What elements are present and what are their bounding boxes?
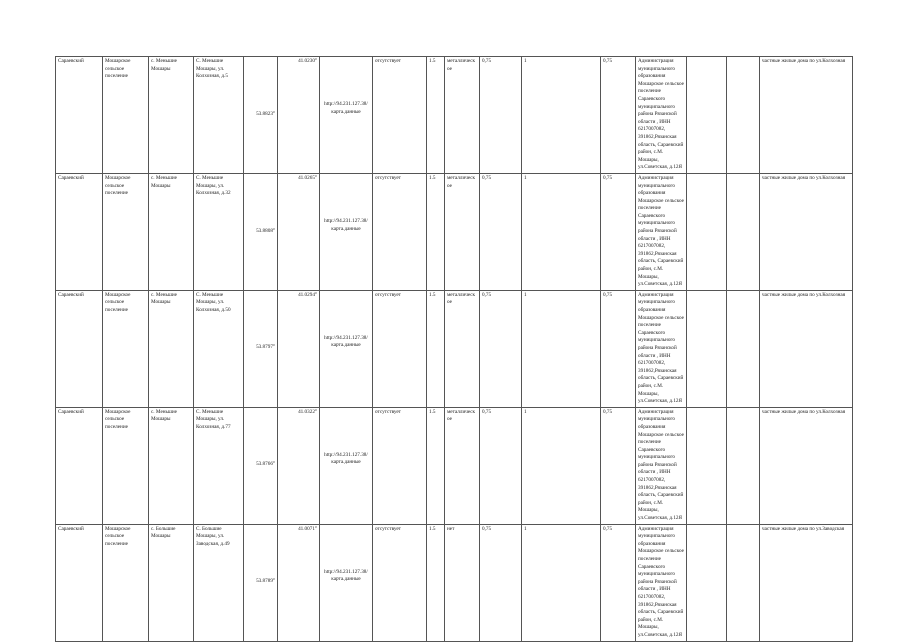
owner-cell-text: Администрация муниципального образования Мошарское сельское поселение Сараевского муниципального района Рязанской области , ИНН 6217007082, 391862,Рязанская область, Сараевский район, с.М. Мошары, ул.Советская, д.12Я (638, 291, 684, 405)
fence-cell-text: металлическое (447, 174, 476, 189)
capacity-cell-text: 0,75 (603, 58, 613, 64)
fence-cell (445, 173, 480, 290)
volume-cell (480, 407, 522, 524)
latitude-cell-text: 53.8797° (256, 344, 275, 351)
owner-cell (636, 524, 687, 641)
address-cell-text: С. Меньшие Мошары, ул. Колхозная, д.5 (196, 58, 228, 80)
capacity-cell-text: 0,75 (603, 291, 613, 298)
district-cell (56, 57, 103, 174)
empty-cell (727, 407, 760, 524)
waste-source-cell (760, 407, 853, 524)
waste-source-cell (760, 173, 853, 290)
waste-source-cell-text: частные жилые дома по ул.Заводская (762, 525, 845, 532)
empty-cell (727, 173, 760, 290)
fence-cell-text: металлическое (447, 291, 476, 306)
map-link-cell (320, 524, 373, 641)
coverage-cell-text: отсутствует (375, 408, 401, 415)
waste-source-cell (760, 524, 853, 641)
address-cell (194, 524, 244, 641)
district-cell-text: Сараевский (58, 58, 84, 64)
owner-cell (636, 57, 687, 174)
volume-cell-text: 0,75 (482, 174, 492, 181)
settlement-cell-text: Мошарское сельское поселение (105, 525, 131, 547)
locality-cell-text: с. Меньшие Мошары (151, 58, 177, 72)
volume-cell-text: 0,75 (482, 408, 492, 415)
settlement-cell-text: Мошарское сельское поселение (105, 408, 131, 430)
count-cell-text: 1 (524, 58, 527, 64)
coverage-cell-text: отсутствует (375, 291, 401, 298)
count-cell (522, 173, 601, 290)
fence-cell (445, 524, 480, 641)
map-link-cell (320, 57, 373, 174)
volume-cell (480, 173, 522, 290)
volume-cell (480, 57, 522, 174)
empty-cell (687, 57, 727, 174)
coverage-cell (373, 524, 427, 641)
map-link-cell (320, 173, 373, 290)
locality-cell-text: с. Меньшие Мошары (151, 291, 177, 306)
longitude-cell-text: 41.0230° (298, 58, 317, 64)
district-cell (56, 407, 103, 524)
registry-table (55, 56, 853, 642)
latitude-cell-text: 53.8808° (256, 227, 275, 234)
latitude-cell (244, 290, 278, 407)
capacity-cell (601, 290, 636, 407)
area-cell-text: 1.5 (429, 525, 436, 532)
map-link-cell (320, 407, 373, 524)
coverage-cell-text: отсутствует (375, 58, 401, 64)
area-cell-text: 1.5 (429, 58, 436, 64)
longitude-cell-text: 41.0322° (298, 408, 317, 415)
longitude-cell (278, 173, 320, 290)
capacity-cell (601, 57, 636, 174)
owner-cell (636, 173, 687, 290)
empty-cell (727, 57, 760, 174)
empty-cell (687, 524, 727, 641)
latitude-cell-text: 53.8823° (256, 110, 275, 117)
owner-cell-text: Администрация муниципального образования Мошарское сельское поселение Сараевского муниципального района Рязанской области , ИНН 6217007082, 391862,Рязанская область, Сараевский район, с.М. Мошары, ул.Советская, д.12Я (638, 174, 684, 288)
locality-cell (149, 57, 194, 174)
address-cell (194, 57, 244, 174)
address-cell (194, 407, 244, 524)
longitude-cell (278, 57, 320, 174)
table-row (56, 57, 853, 174)
map-link-cell-text: http://94.231.127.38/карта.данные (324, 217, 368, 232)
longitude-cell-text: 41.0265° (298, 174, 317, 181)
owner-cell-text: Администрация муниципального образования Мошарское сельское поселение Сараевского муниципального района Рязанской области , ИНН 6217007082, 391862,Рязанская область, Сараевский район, с.М. Мошары, ул.Советская, д.12Я (638, 525, 684, 638)
coverage-cell (373, 407, 427, 524)
owner-cell (636, 407, 687, 524)
count-cell-text: 1 (524, 525, 527, 532)
settlement-cell (103, 407, 149, 524)
address-cell-text: С. Меньшие Мошары, ул. Колхозная, д.50 (196, 291, 231, 313)
area-cell (427, 290, 445, 407)
table-row (56, 173, 853, 290)
area-cell-text: 1.5 (429, 408, 436, 415)
fence-cell (445, 290, 480, 407)
coverage-cell-text: отсутствует (375, 525, 401, 532)
address-cell-text: С. Большие Мошары, ул. Заводская, д.49 (196, 525, 230, 547)
district-cell-text: Сараевский (58, 408, 84, 415)
settlement-cell-text: Мошарское сельское поселение (105, 291, 131, 313)
latitude-cell-text: 53.8766° (256, 461, 275, 468)
locality-cell-text: с. Большие Мошары (151, 525, 176, 540)
latitude-cell (244, 524, 278, 641)
fence-cell-text: металлическое (447, 408, 476, 423)
empty-cell (687, 173, 727, 290)
capacity-cell-text: 0,75 (603, 525, 613, 532)
count-cell (522, 290, 601, 407)
address-cell-text: С. Меньшие Мошары, ул. Колхозная, д.77 (196, 408, 231, 430)
coverage-cell (373, 173, 427, 290)
count-cell (522, 524, 601, 641)
area-cell-text: 1.5 (429, 174, 436, 181)
capacity-cell (601, 524, 636, 641)
latitude-cell (244, 57, 278, 174)
settlement-cell (103, 173, 149, 290)
fence-cell (445, 407, 480, 524)
empty-cell (687, 407, 727, 524)
district-cell (56, 173, 103, 290)
district-cell-text: Сараевский (58, 291, 84, 298)
map-link-cell (320, 290, 373, 407)
district-cell (56, 290, 103, 407)
locality-cell-text: с. Меньшие Мошары (151, 408, 177, 423)
settlement-cell (103, 524, 149, 641)
longitude-cell-text: 41.0071° (298, 525, 317, 532)
latitude-cell-text: 53.8789° (256, 578, 275, 585)
table-row (56, 290, 853, 407)
owner-cell-text: Администрация муниципального образования Мошарское сельское поселение Сараевского муниципального района Рязанской области , ИНН 6217007082, 391862,Рязанская область, Сараевский район, с.М. Мошары, ул.Советская, д.12Я (638, 408, 684, 522)
locality-cell-text: с. Меньшие Мошары (151, 174, 177, 189)
address-cell-text: С. Меньшие Мошары, ул. Колхозная, д.32 (196, 174, 231, 197)
count-cell-text: 1 (524, 174, 527, 181)
coverage-cell (373, 290, 427, 407)
longitude-cell (278, 524, 320, 641)
count-cell (522, 57, 601, 174)
waste-source-cell-text: частные жилые дома по ул.Колхозная (762, 291, 846, 298)
map-link-cell-text: http://94.231.127.38/карта.данные (324, 451, 368, 466)
address-cell (194, 290, 244, 407)
capacity-cell-text: 0,75 (603, 174, 613, 181)
map-link-cell-text: http://94.231.127.38/карта.данные (324, 101, 368, 115)
map-link-cell-text: http://94.231.127.38/карта.данные (324, 334, 368, 349)
capacity-cell-text: 0,75 (603, 408, 613, 415)
capacity-cell (601, 173, 636, 290)
count-cell-text: 1 (524, 408, 527, 415)
coverage-cell (373, 57, 427, 174)
area-cell (427, 407, 445, 524)
volume-cell-text: 0,75 (482, 291, 492, 298)
waste-source-cell-text: частные жилые дома по ул.Колхозная (762, 58, 846, 64)
latitude-cell (244, 173, 278, 290)
owner-cell (636, 290, 687, 407)
waste-source-cell (760, 57, 853, 174)
settlement-cell-text: Мошарское сельское поселение (105, 58, 131, 80)
longitude-cell-text: 41.0294° (298, 291, 317, 298)
longitude-cell (278, 290, 320, 407)
area-cell-text: 1.5 (429, 291, 436, 298)
waste-source-cell-text: частные жилые дома по ул.Колхозная (762, 174, 846, 181)
district-cell-text: Сараевский (58, 174, 84, 181)
volume-cell (480, 524, 522, 641)
waste-source-cell (760, 290, 853, 407)
table-row (56, 407, 853, 524)
fence-cell-text: нет (447, 525, 455, 532)
volume-cell (480, 290, 522, 407)
settlement-cell (103, 57, 149, 174)
locality-cell (149, 407, 194, 524)
empty-cell (727, 290, 760, 407)
area-cell (427, 524, 445, 641)
volume-cell-text: 0,75 (482, 58, 492, 64)
count-cell-text: 1 (524, 291, 527, 298)
volume-cell-text: 0,75 (482, 525, 492, 532)
owner-cell-text: Администрация муниципального образования Мошарское сельское поселение Сараевского муниципального района Рязанской области , ИНН 6217007082, 391862,Рязанская область, Сараевский район, с.М. Мошары, ул.Советская, д.12Я (638, 58, 684, 171)
locality-cell (149, 173, 194, 290)
table-row (56, 524, 853, 641)
area-cell (427, 173, 445, 290)
address-cell (194, 173, 244, 290)
empty-cell (727, 524, 760, 641)
settlement-cell (103, 290, 149, 407)
waste-source-cell-text: частные жилые дома по ул.Колхозная (762, 408, 846, 415)
locality-cell (149, 524, 194, 641)
map-link-cell-text: http://94.231.127.38/карта.данные (324, 568, 368, 583)
district-cell (56, 524, 103, 641)
settlement-cell-text: Мошарское сельское поселение (105, 174, 131, 197)
area-cell (427, 57, 445, 174)
fence-cell-text: металлическое (447, 58, 476, 72)
capacity-cell (601, 407, 636, 524)
longitude-cell (278, 407, 320, 524)
district-cell-text: Сараевский (58, 525, 84, 532)
count-cell (522, 407, 601, 524)
coverage-cell-text: отсутствует (375, 174, 401, 181)
fence-cell (445, 57, 480, 174)
locality-cell (149, 290, 194, 407)
latitude-cell (244, 407, 278, 524)
empty-cell (687, 290, 727, 407)
